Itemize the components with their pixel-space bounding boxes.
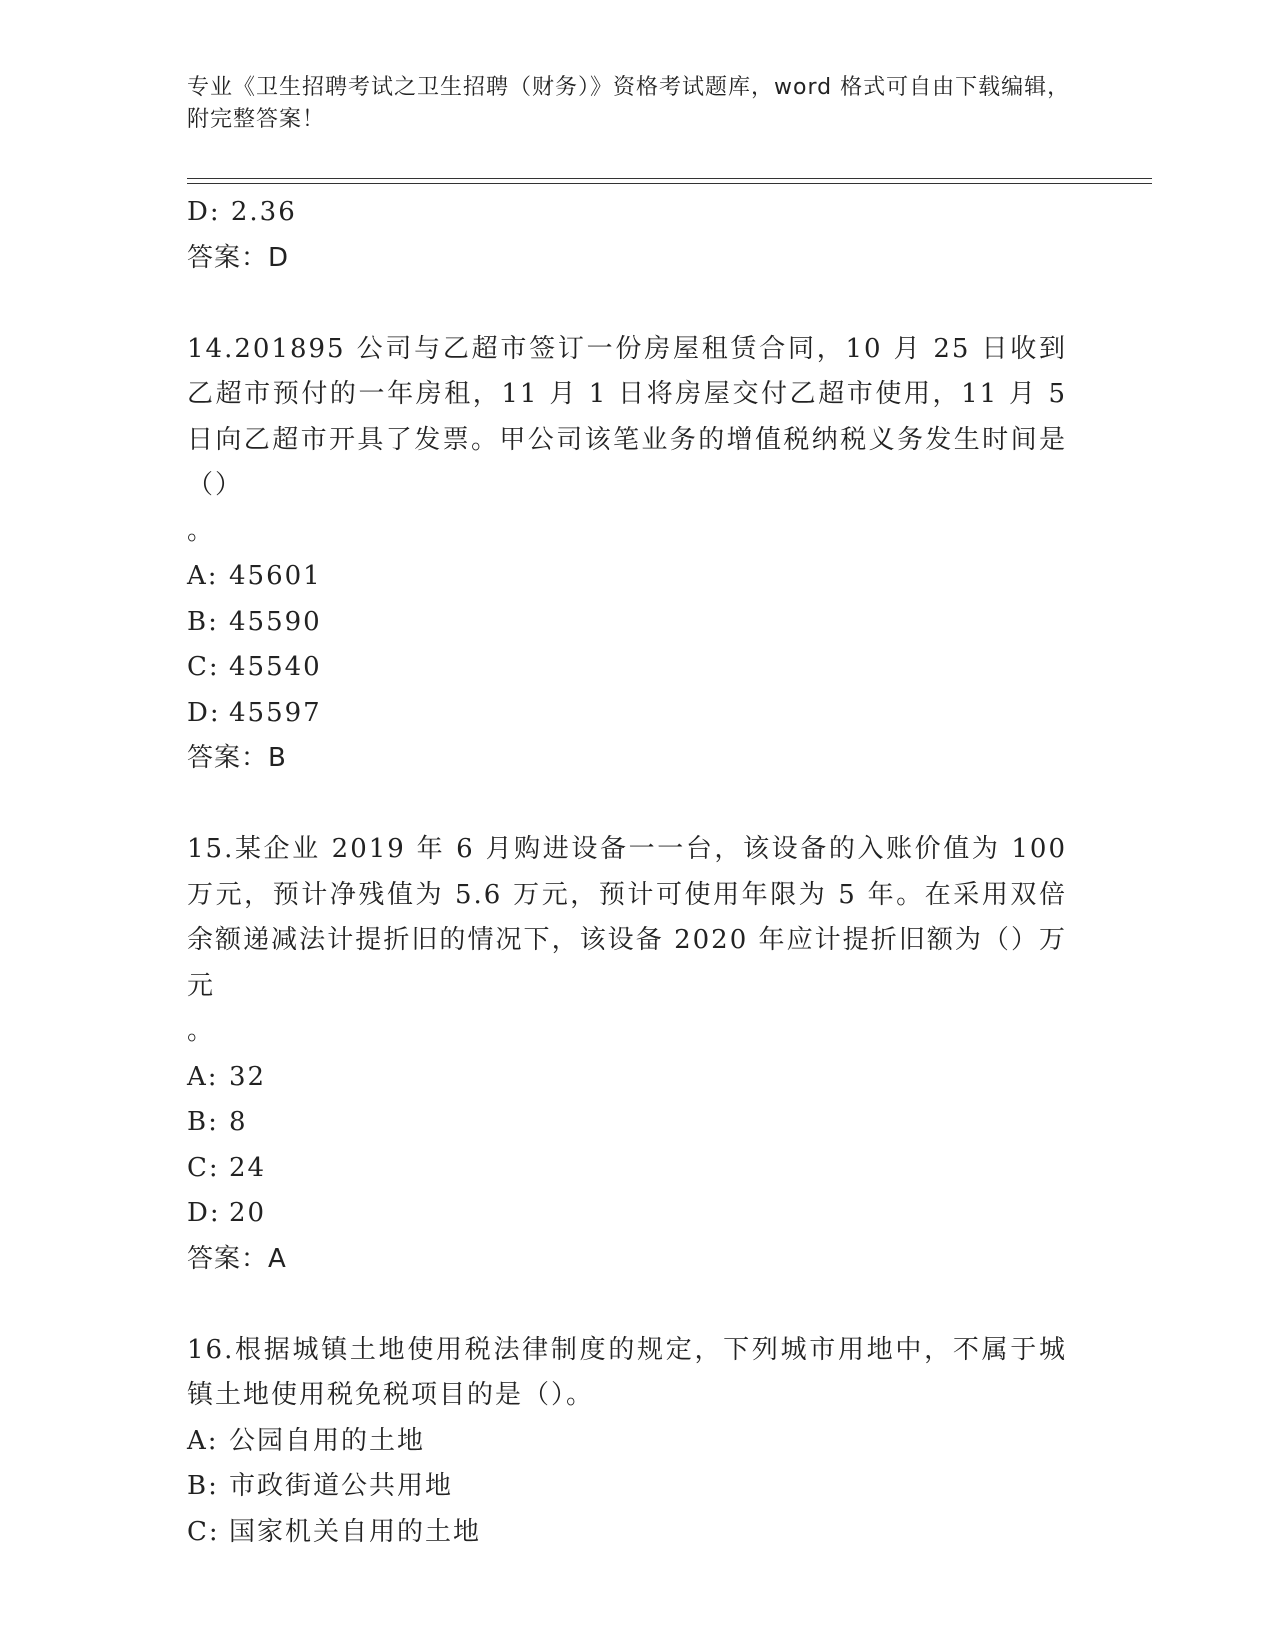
option-text: 24 [229, 1152, 267, 1183]
option-text: 32 [229, 1061, 267, 1092]
question-15-answer: 答案：A [187, 1243, 287, 1274]
option-text: 45590 [229, 606, 322, 637]
question-14-stem: 14.201895 公司与乙超市签订一份房屋租赁合同，10 月 25 日收到乙超市预付的一年房租，11 月 1 日将房屋交付乙超市使用，11 月 5 日向乙超市开具了发票。甲公司该笔业务的增值税纳税义务发生时间是（） [187, 333, 1067, 500]
question-14-answer: 答案：B [187, 743, 287, 773]
option-label: A: [187, 561, 219, 591]
option-label: C: [187, 1516, 220, 1547]
question-15-option-b [187, 1100, 1087, 1146]
question-14-option-d [187, 691, 1087, 737]
question-15-option-c [187, 1146, 1087, 1192]
option-label: B: [187, 1471, 219, 1501]
option-label: A: [187, 1061, 219, 1092]
question-14-stem-tail: 。 [187, 515, 216, 546]
question-15-option-d [187, 1191, 1087, 1237]
header-rule-top [187, 178, 1152, 179]
question-16-option-c [187, 1510, 1087, 1556]
question-16-option-b [187, 1464, 1087, 1510]
option-label: C: [187, 652, 220, 682]
question-content [187, 190, 1087, 1555]
option-label: B: [187, 1107, 219, 1137]
option-text: 45597 [229, 697, 322, 728]
question-16-stem: 16.根据城镇土地使用税法律制度的规定，下列城市用地中，不属于城镇土地使用税免税项目的是（）。 [187, 1334, 1067, 1410]
option-text: 45540 [229, 652, 322, 682]
option-text: 8 [229, 1107, 248, 1137]
prev-answer: 答案：D [187, 242, 290, 273]
question-15-option-a [187, 1055, 1087, 1101]
prev-option-d: D: 2.36 [187, 197, 297, 227]
option-label: D: [187, 697, 221, 728]
option-label: B: [187, 606, 219, 637]
question-15-stem-tail: 。 [187, 1016, 216, 1046]
option-label: A: [187, 1425, 219, 1456]
option-label: D: [187, 1198, 221, 1228]
option-text: 20 [229, 1198, 267, 1228]
header-rule-bottom [187, 183, 1152, 184]
question-15-stem: 15.某企业 2019 年 6 月购进设备一一台，该设备的入账价值为 100 万元，预计净残值为 5.6 万元，预计可使用年限为 5 年。在采用双倍余额递减法计提折旧的情况下，该设备 2020 年应计提折旧额为（）万元 [187, 834, 1067, 1001]
option-text: 公园自用的土地 [229, 1425, 426, 1456]
option-label: C: [187, 1152, 220, 1183]
question-16-option-a [187, 1419, 1087, 1465]
question-14-option-a [187, 554, 1087, 600]
option-text: 国家机关自用的土地 [229, 1516, 482, 1547]
question-14-option-c [187, 645, 1087, 691]
question-14-option-b [187, 600, 1087, 646]
option-text: 市政街道公共用地 [229, 1471, 454, 1501]
document-header: 专业《卫生招聘考试之卫生招聘（财务）》资格考试题库，word 格式可自由下载编辑，附完整答案！ [187, 75, 1071, 132]
option-text: 45601 [229, 561, 322, 591]
